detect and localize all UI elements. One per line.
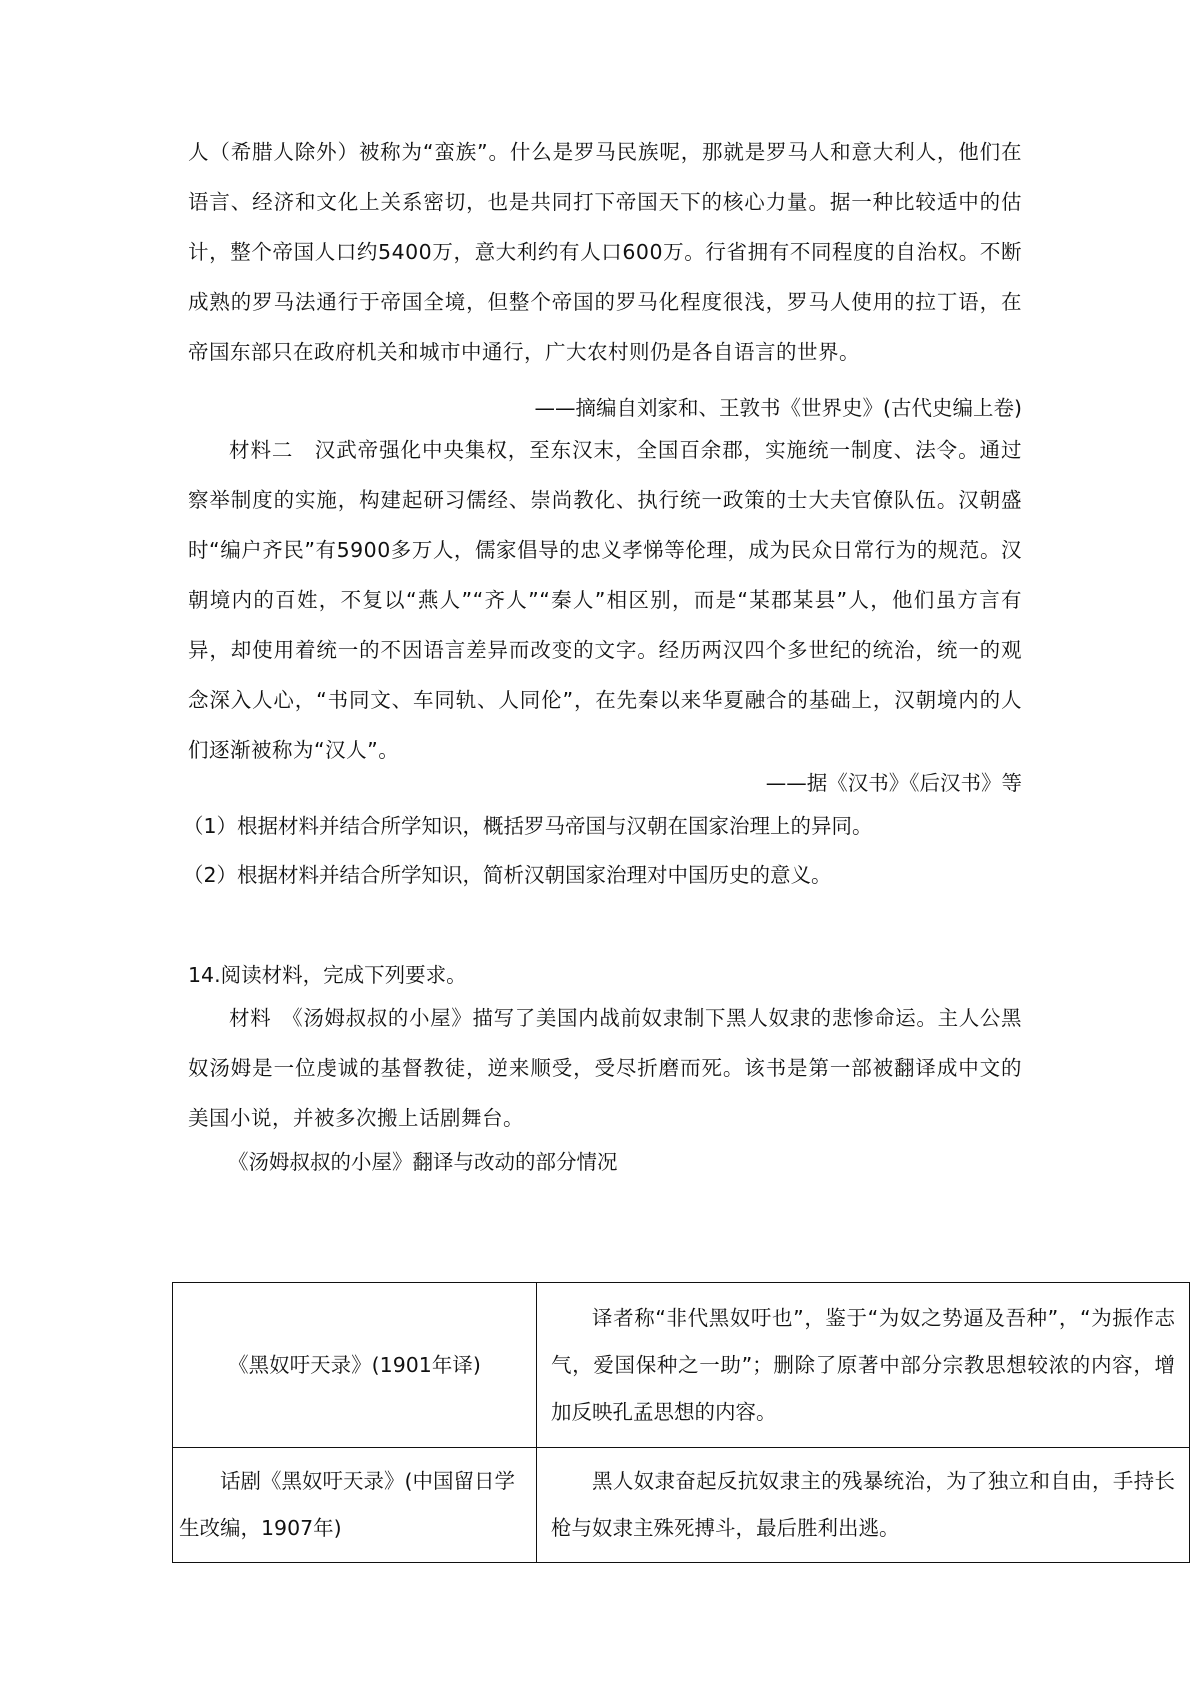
- table-cell-version: 话剧《黑奴吁天录》(中国留日学生改编，1907年): [173, 1448, 537, 1563]
- table-caption: 《汤姆叔叔的小屋》翻译与改动的部分情况: [228, 1150, 618, 1174]
- material-one-text: 人（希腊人除外）被称为“蛮族”。什么是罗马民族呢，那就是罗马人和意大利人，他们在语言、经济和文化上关系密切，也是共同打下帝国天下的核心力量。据一种比较适中的估计，整个帝国人口约5400万，意大利约有人口600万。行省拥有不同程度的自治权。不断成熟的罗马法通行于帝国全境，但整个帝国的罗马化程度很浅，罗马人使用的拉丁语，在帝国东部只在政府机关和城市中通行，广大农村则仍是各自语言的世界。: [188, 140, 1022, 364]
- material-one-source: ——摘编自刘家和、王敦书《世界史》(古代史编上卷): [534, 396, 1022, 420]
- translation-table: [172, 1282, 1190, 1563]
- table-cell-version: 《黑奴吁天录》(1901年译): [173, 1283, 537, 1448]
- table-row: [173, 1283, 1190, 1448]
- table-cell-description: 译者称“非代黑奴吁也”，鉴于“为奴之势逼及吾种”，“为振作志气，爱国保种之一助”；删除了原著中部分宗教思想较浓的内容，增加反映孔孟思想的内容。: [537, 1283, 1190, 1448]
- question-2: （2）根据材料并结合所学知识，简析汉朝国家治理对中国历史的意义。: [183, 863, 832, 887]
- question-14-material: 材料 《汤姆叔叔的小屋》描写了美国内战前奴隶制下黑人奴隶的悲惨命运。主人公黑奴汤姆是一位虔诚的基督教徒，逆来顺受，受尽折磨而死。该书是第一部被翻译成中文的美国小说，并被多次搬上话剧舞台。: [188, 1006, 1022, 1130]
- material-two-text: 材料二 汉武帝强化中央集权，至东汉末，全国百余郡，实施统一制度、法令。通过察举制度的实施，构建起研习儒经、崇尚教化、执行统一政策的士大夫官僚队伍。汉朝盛时“编户齐民”有5900多万人，儒家倡导的忠义孝悌等伦理，成为民众日常行为的规范。汉朝境内的百姓，不复以“燕人”“齐人”“秦人”相区别，而是“某郡某县”人，他们虽方言有异，却使用着统一的不因语言差异而改变的文字。经历两汉四个多世纪的统治，统一的观念深入人心，“书同文、车同轨、人同伦”，在先秦以来华夏融合的基础上，汉朝境内的人们逐渐被称为“汉人”。: [188, 438, 1022, 762]
- material-two-source: ——据《汉书》《后汉书》等: [765, 771, 1022, 795]
- question-1: （1）根据材料并结合所学知识，概括罗马帝国与汉朝在国家治理上的异同。: [183, 814, 873, 838]
- table-cell-description: 黑人奴隶奋起反抗奴隶主的残暴统治，为了独立和自由，手持长枪与奴隶主殊死搏斗，最后胜利出逃。: [537, 1448, 1190, 1563]
- table-row: [173, 1448, 1190, 1563]
- question-14-heading: 14.阅读材料，完成下列要求。: [188, 963, 467, 987]
